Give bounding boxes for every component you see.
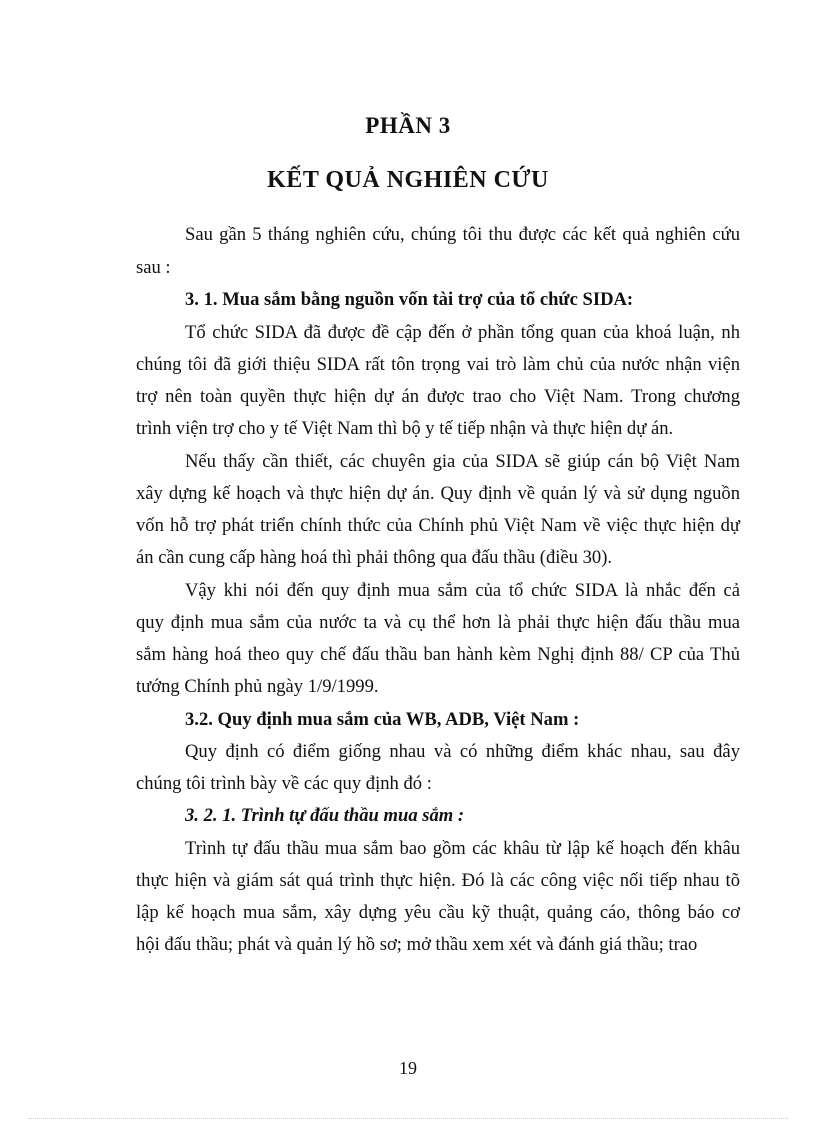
footer-divider <box>28 1118 788 1119</box>
page-number: 19 <box>399 1058 417 1078</box>
p5-line-2: thực hiện và giám sát quá trình thực hiện. Đó là các công việc nối tiếp nhau tõ <box>136 870 740 891</box>
p2-line-2: xây dựng kế hoạch và thực hiện dự án. Quy định về quản lý và sử dụng nguồn <box>136 483 740 504</box>
p5-line-1: Trình tự đấu thầu mua sắm bao gồm các khâu từ lập kế hoạch đến khâu <box>185 838 740 859</box>
p1-line-2: chúng tôi đã giới thiệu SIDA rất tôn trọng vai trò làm chủ của nước nhận viện <box>136 354 740 375</box>
intro-line-1: Sau gần 5 tháng nghiên cứu, chúng tôi thu được các kết quả nghiên cứu <box>185 224 740 245</box>
p2-line-4: án cần cung cấp hàng hoá thì phải thông qua đấu thầu (điều 30). <box>136 547 613 568</box>
p1-line-1: Tổ chức SIDA đã được đề cập đến ở phần tổng quan của khoá luận, nh <box>185 322 740 343</box>
p2-line-1: Nếu thấy cần thiết, các chuyên gia của SIDA sẽ giúp cán bộ Việt Nam <box>185 451 740 472</box>
section-heading-3-1: 3. 1. Mua sắm bằng nguồn vốn tài trợ của tổ chức SIDA: <box>185 289 634 310</box>
p4-line-1: Quy định có điểm giống nhau và có những điểm khác nhau, sau đây <box>185 741 740 762</box>
p1-line-3: trợ nên toàn quyền thực hiện dự án được trao cho Việt Nam. Trong chương <box>136 386 740 407</box>
intro-line-2: sau : <box>136 257 171 278</box>
part-heading: PHẦN 3 <box>365 113 451 138</box>
chapter-title: KẾT QUẢ NGHIÊN CỨU <box>267 167 549 193</box>
p1-line-4: trình viện trợ cho y tế Việt Nam thì bộ y tế tiếp nhận và thực hiện dự án. <box>136 418 674 439</box>
p3-line-1: Vậy khi nói đến quy định mua sắm của tổ chức SIDA là nhắc đến cả <box>185 580 740 601</box>
p3-line-4: tướng Chính phủ ngày 1/9/1999. <box>136 676 379 697</box>
p5-line-4: hội đấu thầu; phát và quản lý hồ sơ; mở thầu xem xét và đánh giá thầu; trao <box>136 934 698 955</box>
section-heading-3-2: 3.2. Quy định mua sắm của WB, ADB, Việt Nam : <box>185 709 580 730</box>
p2-line-3: vốn hỗ trợ phát triển chính thức của Chính phủ Việt Nam về việc thực hiện dự <box>136 515 740 536</box>
p3-line-3: sắm hàng hoá theo quy chế đấu thầu ban hành kèm Nghị định 88/ CP của Thủ <box>136 644 740 665</box>
p4-line-2: chúng tôi trình bày về các quy định đó : <box>136 773 432 794</box>
subsection-heading-3-2-1: 3. 2. 1. Trình tự đấu thầu mua sắm : <box>185 805 465 826</box>
p5-line-3: lập kế hoạch mua sắm, xây dựng yêu cầu kỹ thuật, quảng cáo, thông báo cơ <box>136 902 740 923</box>
p3-line-2: quy định mua sắm của nước ta và cụ thể hơn là phải thực hiện đấu thầu mua <box>136 612 740 633</box>
